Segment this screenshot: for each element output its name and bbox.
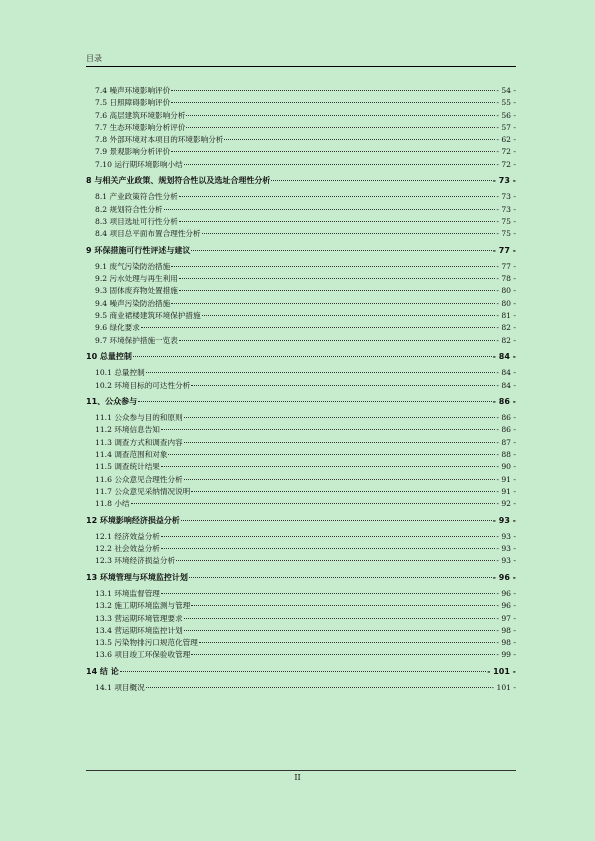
toc-entry-page: - 99 - [496, 650, 516, 660]
page-number: II [294, 773, 301, 782]
toc-entry-title: 13.1 环境监督管理 [95, 588, 160, 598]
toc-entry-title: 12.2 社会效益分析 [95, 544, 160, 554]
toc-dot-leader [161, 593, 495, 594]
toc-entry-title: 9.1 废气污染防治措施 [95, 261, 171, 271]
toc-entry-page: - 86 - [496, 425, 516, 435]
toc-dot-leader [171, 151, 495, 152]
toc-entry-page: - 92 - [496, 499, 516, 509]
toc-entry-title: 8 与相关产业政策、规划符合性以及选址合理性分析 [86, 176, 271, 186]
toc-subsection-entry[interactable] [86, 298, 516, 310]
toc-dot-leader [161, 536, 495, 537]
toc-dot-leader [168, 454, 495, 455]
toc-subsection-entry[interactable] [86, 498, 516, 510]
toc-dot-leader [202, 233, 496, 234]
toc-entry-title: 12.3 环境经济损益分析 [95, 556, 176, 566]
toc-entry-page: - 96 - [492, 572, 516, 582]
toc-entry-title: 8.1 产业政策符合性分析 [95, 192, 178, 202]
toc-dot-leader [171, 266, 495, 267]
toc-entry-title: 9 环保措施可行性评述与建议 [86, 245, 191, 255]
toc-dot-leader [179, 340, 496, 341]
toc-entry-title: 12.1 经济效益分析 [95, 531, 160, 541]
toc-dot-leader [171, 90, 495, 91]
toc-entry-page: - 84 - [492, 351, 516, 361]
toc-entry-title: 13.6 项目竣工环保验收管理 [95, 650, 191, 660]
toc-dot-leader [191, 385, 495, 386]
toc-entry-page: - 91 - [496, 486, 516, 496]
toc-dot-leader [164, 209, 496, 210]
toc-dot-leader [161, 429, 495, 430]
toc-subsection-entry[interactable] [86, 649, 516, 661]
toc-subsection-entry[interactable] [86, 531, 516, 543]
toc-entry-title: 9.3 固体废弃物处置措施 [95, 286, 178, 296]
toc-entry-title: 13.4 营运期环境监控计划 [95, 625, 183, 635]
toc-dot-leader [146, 687, 491, 688]
toc-dot-leader [171, 102, 495, 103]
toc-subsection-entry[interactable] [86, 273, 516, 285]
toc-dot-leader [171, 303, 495, 304]
toc-entry-title: 11.2 环境信息告知 [95, 425, 160, 435]
toc-entry-title: 7.9 景观影响分析评价 [95, 147, 171, 157]
toc-entry-page: - 84 - [496, 380, 516, 390]
toc-subsection-entry[interactable] [86, 543, 516, 555]
toc-subsection-entry[interactable] [86, 449, 516, 461]
toc-entry-title: 11.6 公众意见合理性分析 [95, 474, 183, 484]
toc-subsection-entry[interactable] [86, 122, 516, 134]
toc-entry-title: 11.3 调查方式和调查内容 [95, 437, 183, 447]
toc-entry-page: - 57 - [496, 122, 516, 132]
toc-subsection-entry[interactable] [86, 600, 516, 612]
toc-entry-page: - 96 - [496, 601, 516, 611]
toc-dot-leader [184, 479, 496, 480]
toc-subsection-entry[interactable] [86, 204, 516, 216]
toc-section-entry[interactable] [86, 351, 516, 363]
toc-dot-leader [131, 503, 496, 504]
toc-dot-leader [184, 164, 496, 165]
toc-dot-leader [176, 560, 495, 561]
toc-entry-page: - 55 - [496, 98, 516, 108]
toc-entry-page: - 81 - [496, 311, 516, 321]
toc-entry-page: - 90 - [496, 462, 516, 472]
toc-subsection-entry[interactable] [86, 682, 516, 694]
toc-subsection-entry[interactable] [86, 555, 516, 567]
toc-section-entry[interactable] [86, 175, 516, 187]
toc-entry-title: 11.4 调查范围和对象 [95, 450, 168, 460]
toc-entry-title: 7.4 噪声环境影响评价 [95, 86, 171, 95]
toc-entry-title: 13.3 营运期环境管理要求 [95, 613, 183, 623]
toc-entry-title: 7.5 日照障碍影响评价 [95, 98, 171, 108]
toc-entry-page: - 101 - [491, 683, 516, 693]
toc-subsection-entry[interactable] [86, 588, 516, 600]
toc-entry-page: - 73 - [496, 192, 516, 202]
toc-entry-title: 11.8 小结 [95, 499, 130, 509]
toc-entry-page: - 98 - [496, 638, 516, 648]
toc-entry-page: - 82 - [496, 335, 516, 345]
toc-entry-title: 7.8 外部环境对本项目的环境影响分析 [95, 135, 224, 145]
toc-entry-page: - 97 - [496, 613, 516, 623]
toc-section-entry[interactable] [86, 515, 516, 527]
toc-entry-title: 10 总量控制 [86, 351, 132, 361]
toc-entry-page: - 73 - [496, 204, 516, 214]
toc-subsection-entry[interactable] [86, 216, 516, 228]
toc-entry-page: - 80 - [496, 298, 516, 308]
toc-subsection-entry[interactable] [86, 261, 516, 273]
toc-entry-title: 12 环境影响经济损益分析 [86, 515, 180, 525]
toc-subsection-entry[interactable] [86, 637, 516, 649]
toc-entry-page: - 77 - [496, 261, 516, 271]
running-header: 目录 [86, 54, 102, 63]
toc-entry-page: - 75 - [496, 229, 516, 239]
toc-entry-title: 9.7 环境保护措施一览表 [95, 335, 178, 345]
toc-entry-title: 7.10 运行期环境影响小结 [95, 159, 183, 169]
toc-entry-title: 14 结 论 [86, 666, 119, 676]
toc-dot-leader [186, 115, 495, 116]
toc-section-entry[interactable] [86, 572, 516, 584]
toc-subsection-entry[interactable] [86, 625, 516, 637]
toc-subsection-entry[interactable] [86, 191, 516, 203]
toc-subsection-entry[interactable] [86, 367, 516, 379]
toc-entry-title: 10.2 环境目标的可达性分析 [95, 380, 191, 390]
toc-dot-leader [138, 401, 492, 402]
toc-subsection-entry[interactable] [86, 159, 516, 171]
toc-entry-page: - 86 - [496, 413, 516, 423]
toc-entry-title: 13 环境管理与环境监控计划 [86, 572, 188, 582]
toc-subsection-entry[interactable] [86, 486, 516, 498]
toc-entry-page: - 56 - [496, 110, 516, 120]
toc-entry-title: 14.1 项目概况 [95, 683, 145, 693]
toc-dot-leader [120, 671, 486, 672]
toc-subsection-entry[interactable] [86, 474, 516, 486]
toc-dot-leader [133, 356, 492, 357]
toc-entry-page: - 98 - [496, 625, 516, 635]
toc-dot-leader [184, 630, 496, 631]
toc-entry-title: 9.5 商业裙楼建筑环境保护措施 [95, 311, 201, 321]
toc-section-entry[interactable] [86, 245, 516, 257]
toc-subsection-entry[interactable] [86, 335, 516, 347]
toc-entry-title: 11.7 公众意见采纳情况说明 [95, 486, 191, 496]
toc-subsection-entry[interactable] [86, 380, 516, 392]
toc-entry-title: 8.4 项目总平面布置合理性分析 [95, 229, 201, 239]
toc-entry-page: - 93 - [492, 515, 516, 525]
toc-subsection-entry[interactable] [86, 228, 516, 240]
toc-entry-title: 13.5 污染物排污口规范化管理 [95, 638, 198, 648]
toc-entry-page: - 88 - [496, 450, 516, 460]
toc-section-entry[interactable] [86, 666, 516, 678]
toc-dot-leader [271, 180, 491, 181]
toc-entry-page: - 77 - [492, 245, 516, 255]
toc-subsection-entry[interactable] [86, 146, 516, 158]
toc-entry-page: - 87 - [496, 437, 516, 447]
toc-entry-page: - 82 - [496, 323, 516, 333]
toc-dot-leader [141, 327, 496, 328]
toc-entry-title: 11、公众参与 [86, 396, 138, 406]
toc-entry-title: 7.7 生态环境影响分析评价 [95, 122, 186, 132]
toc-entry-title: 9.4 噪声污染防治措施 [95, 298, 171, 308]
toc-entry-page: - 62 - [496, 135, 516, 145]
header-rule [86, 66, 516, 67]
toc-dot-leader [179, 196, 496, 197]
toc-dot-leader [191, 250, 491, 251]
toc-dot-leader [161, 466, 495, 467]
toc-entry-page: - 72 - [496, 147, 516, 157]
toc-entry-page: - 91 - [496, 474, 516, 484]
toc-subsection-entry[interactable] [86, 285, 516, 297]
toc-subsection-entry[interactable] [86, 613, 516, 625]
toc-entry-title: 13.2 施工期环境监测与管理 [95, 601, 191, 611]
toc-subsection-entry[interactable] [86, 134, 516, 146]
toc-dot-leader [179, 290, 496, 291]
toc-entry-title: 8.3 项目选址可行性分析 [95, 216, 178, 226]
toc-entry-page: - 93 - [496, 556, 516, 566]
toc-subsection-entry[interactable] [86, 437, 516, 449]
toc-subsection-entry[interactable] [86, 412, 516, 424]
toc-entry-page: - 73 - [492, 176, 516, 186]
toc-entry-page: - 84 - [496, 368, 516, 378]
toc-subsection-entry[interactable] [86, 85, 516, 97]
toc-entry-page: - 93 - [496, 531, 516, 541]
toc-dot-leader [179, 221, 496, 222]
toc-entry-title: 9.2 污水处理与再生利用 [95, 274, 178, 284]
toc-entry-title: 7.6 高层建筑环境影响分析 [95, 110, 186, 120]
toc-section-entry[interactable] [86, 396, 516, 408]
toc-subsection-entry[interactable] [86, 424, 516, 436]
toc-subsection-entry[interactable] [86, 322, 516, 334]
toc-entry-page: - 86 - [492, 396, 516, 406]
footer-rule [86, 770, 516, 771]
toc-dot-leader [184, 442, 496, 443]
toc-dot-leader [179, 278, 496, 279]
toc-dot-leader [202, 315, 496, 316]
toc-entry-page: - 96 - [496, 588, 516, 598]
toc-dot-leader [199, 642, 496, 643]
toc-entry-page: - 101 - [487, 666, 516, 676]
toc-entry-page: - 75 - [496, 216, 516, 226]
table-of-contents [86, 85, 516, 694]
toc-subsection-entry[interactable] [86, 310, 516, 322]
toc-entry-page: - 78 - [496, 274, 516, 284]
toc-entry-page: - 72 - [496, 159, 516, 169]
toc-entry-title: 11.5 调查统计结果 [95, 462, 160, 472]
toc-entry-title: 8.2 规划符合性分析 [95, 204, 163, 214]
toc-dot-leader [184, 618, 496, 619]
toc-entry-page: - 54 - [496, 86, 516, 95]
toc-entry-title: 10.1 总量控制 [95, 368, 145, 378]
toc-subsection-entry[interactable] [86, 461, 516, 473]
toc-dot-leader [186, 127, 495, 128]
toc-subsection-entry[interactable] [86, 110, 516, 122]
toc-dot-leader [191, 491, 495, 492]
toc-dot-leader [191, 605, 495, 606]
toc-entry-page: - 93 - [496, 544, 516, 554]
toc-dot-leader [146, 372, 496, 373]
toc-dot-leader [184, 417, 496, 418]
toc-subsection-entry[interactable] [86, 97, 516, 109]
toc-entry-page: - 80 - [496, 286, 516, 296]
toc-dot-leader [224, 139, 495, 140]
toc-dot-leader [181, 520, 492, 521]
toc-dot-leader [189, 577, 492, 578]
toc-dot-leader [161, 548, 495, 549]
toc-dot-leader [191, 654, 495, 655]
toc-entry-title: 9.6 绿化要求 [95, 323, 140, 333]
toc-entry-title: 11.1 公众参与目的和原则 [95, 413, 183, 423]
